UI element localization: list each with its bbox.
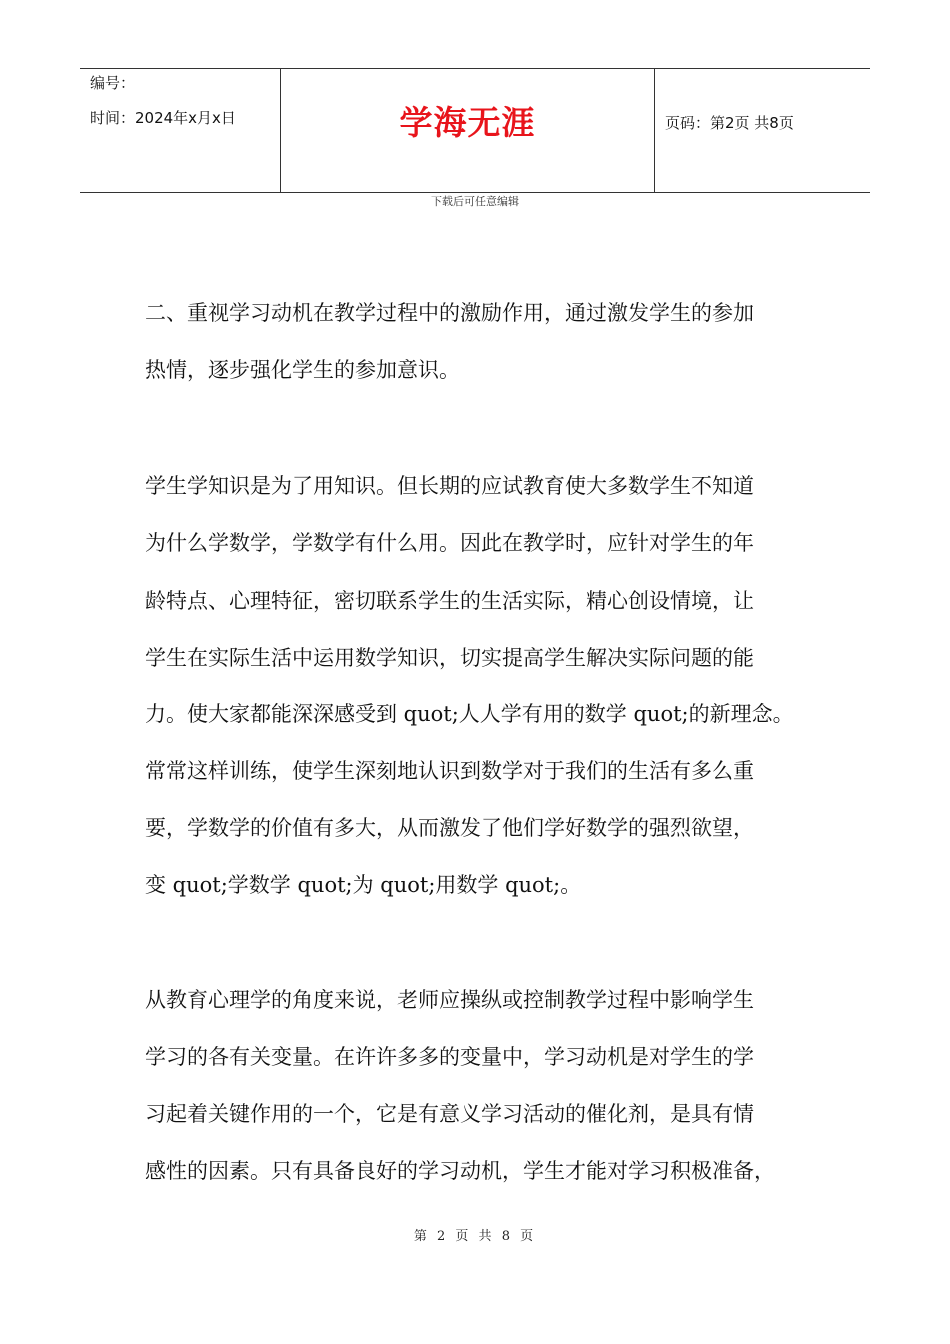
paragraph-line: 从教育心理学的角度来说，老师应操纵或控制教学过程中影响学生 — [145, 988, 754, 1012]
paragraph-line: 学生学知识是为了用知识。但长期的应试教育使大多数学生不知道 — [145, 474, 754, 498]
header-middle-cell — [281, 69, 655, 192]
paragraph-line: 热情，逐步强化学生的参加意识。 — [145, 358, 460, 382]
paragraph-line: 习起着关键作用的一个，它是有意义学习活动的催化剂，是具有情 — [145, 1102, 754, 1126]
paragraph-line: 二、重视学习动机在教学过程中的激励作用，通过激发学生的参加 — [145, 301, 754, 325]
paragraph-line: 要，学数学的价值有多大，从而激发了他们学好数学的强烈欲望， — [145, 816, 754, 840]
paragraph-line: 力。使大家都能深深感受到 quot;人人学有用的数学 quot;的新理念。 — [145, 702, 794, 726]
header-right-cell — [655, 69, 870, 192]
paragraph-line: 感性的因素。只有具备良好的学习动机，学生才能对学习积极准备， — [145, 1159, 775, 1183]
document-number-label: 编号： — [90, 74, 136, 92]
paragraph-line: 龄特点、心理特征，密切联系学生的生活实际，精心创设情境，让 — [145, 589, 754, 613]
page-footer: 第 2 页 共 8 页 — [413, 1229, 537, 1244]
header-page-label: 页码：第2页 共8页 — [665, 114, 794, 132]
header-left-cell — [80, 69, 281, 192]
edit-note: 下载后可任意编辑 — [431, 195, 519, 208]
paragraph-line: 常常这样训练，使学生深刻地认识到数学对于我们的生活有多么重 — [145, 759, 754, 783]
header-logo-text: 学海无涯 — [399, 103, 536, 142]
paragraph-line: 学生在实际生活中运用数学知识，切实提高学生解决实际问题的能 — [145, 646, 754, 670]
paragraph-line: 变 quot;学数学 quot;为 quot;用数学 quot;。 — [145, 873, 582, 897]
paragraph-line: 学习的各有关变量。在许许多多的变量中，学习动机是对学生的学 — [145, 1045, 754, 1069]
document-time-label: 时间：2024年x月x日 — [90, 109, 236, 127]
document-header — [80, 68, 870, 193]
paragraph-line: 为什么学数学，学数学有什么用。因此在教学时，应针对学生的年 — [145, 531, 754, 555]
